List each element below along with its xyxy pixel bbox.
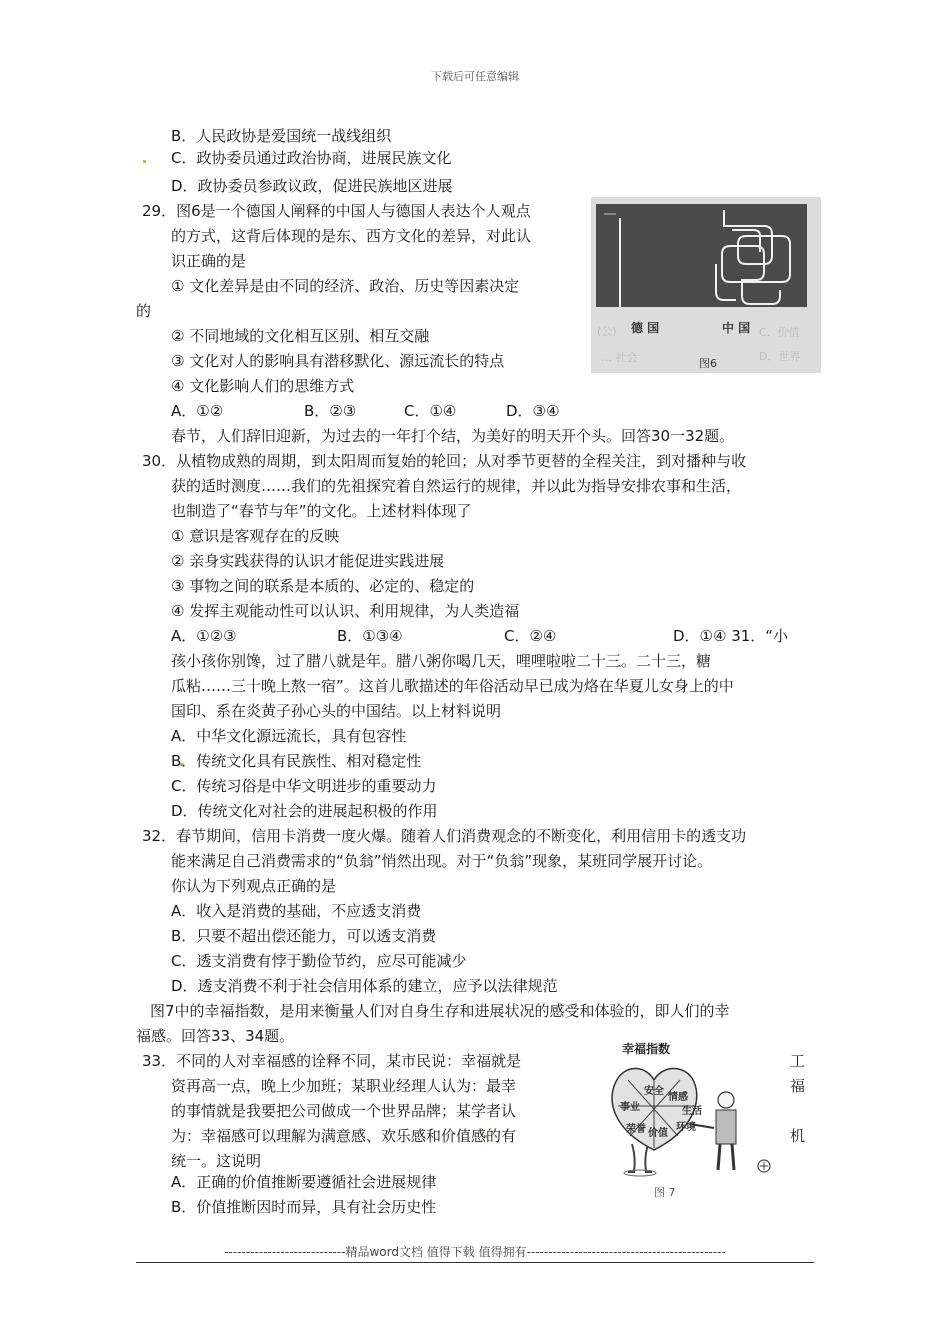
question-33-text: 33．不同的人对幸福感的诠释不同，某市民说：幸福就是 [142,1052,522,1070]
question-31-text: 瓜粘……三十晚上熬一宿”。这首儿歌描述的年俗活动早已成为烙在华夏儿女身上的中 [171,677,734,695]
question-29-text: 29．图6是一个德国人阐释的中国人与德国人表达个人观点 [142,202,531,220]
page-footer: ----------------------------精品word文档 值得下载 值得拥有---------------------------------------------- [224,1245,726,1259]
figure-6-faint-text: … 社会 [601,351,638,364]
section-intro: 图7中的幸福指数，是用来衡量人们对自身生存和进展状况的感受和体验的，即人们的幸 [150,1002,730,1020]
answer-option: C．透支消费有悖于勤俭节约，应尽可能减少 [171,952,467,970]
statement-line: ④ 发挥主观能动性可以认识、利用规律，为人类造福 [171,602,520,620]
option-line: D．政协委员参政议政，促进民族地区进展 [171,177,453,195]
footer-rule [136,1262,814,1263]
figure-7-caption: 图 7 [654,1186,676,1199]
question-33-fragment: 福 [790,1077,806,1095]
figure-6-faint-text: D．世界 [759,350,801,363]
answer-option: A．收入是消费的基础，不应透支消费 [171,902,422,920]
question-33-fragment: 机 [790,1127,806,1145]
answer-option: D．③④ [506,402,560,420]
question-30-text: 也制造了“春节与年”的文化。上述材料体现了 [171,502,472,520]
figure-6-label-china: 中 国 [722,321,751,335]
figure-7-title: 幸福指数 [622,1042,671,1056]
section-intro: 福感。回答33、34题。 [136,1027,295,1045]
question-30-text: 30．从植物成熟的周期，到太阳周而复始的轮回；从对季节更替的全程关注，到对播种与收 [142,452,747,470]
statement-line: ④ 文化影响人们的思维方式 [171,377,355,395]
question-31-text: 国印、系在炎黄子孙心头的中国结。以上材料说明 [171,702,502,720]
answer-option: A．①②③ [171,627,237,645]
answer-option: A．①② [171,402,224,420]
figure-6 [591,197,821,373]
answer-option: B．②③ [304,402,357,420]
answer-option: C．传统习俗是中华文明进步的重要动力 [171,777,437,795]
figure-7 [598,1040,782,1208]
answer-option: A．中华文化源远流长，具有包容性 [171,727,407,745]
question-33-text: 统一。这说明 [171,1152,262,1170]
question-33-text: 资再高一点，晚上少加班；某职业经理人认为：最幸 [171,1077,517,1095]
question-33-fragment: 工 [790,1052,806,1070]
figure-7-segment: 安全 [644,1086,664,1097]
figure-6-caption: 图6 [699,357,717,370]
statement-line: ① 意识是客观存在的反映 [171,527,340,545]
question-32-text: 能来满足自己消费需求的“负翁”悄然出现。对于“负翁”现象，某班同学展开讨论。 [171,852,713,870]
figure-7-segment: 事业 [620,1102,640,1113]
answer-option: D．①④ 31．“小 [673,627,789,645]
question-29-text: 识正确的是 [171,252,247,270]
statement-line: ② 亲身实践获得的认识才能促进实践进展 [171,552,445,570]
page-header: 下载后可任意编辑 [431,70,519,83]
answer-option: D．透支消费不利于社会信用体系的建立，应予以法律规范 [171,977,558,995]
section-intro: 春节，人们辞旧迎新，为过去的一年打个结，为美好的明天开个头。回答30一32题。 [171,427,735,445]
question-29-text: 的方式，这背后体现的是东、西方文化的差异，对此认 [171,227,532,245]
question-33-text: 的事情就是我要把公司做成一个世界品牌；某学者认 [171,1102,517,1120]
question-32-text: 32．春节期间，信用卡消费一度火爆。随着人们消费观念的不断变化，利用信用卡的透支功 [142,827,747,845]
figure-7-segment: 生活 [682,1106,702,1117]
figure-7-segment: 环境 [676,1122,696,1133]
question-31-text: 孩小孩你别馋，过了腊八就是年。腊八粥你喝几天，哩哩啦啦二十三。二十三，糖 [171,652,712,670]
answer-option: B．传统文化具有民族性、相对稳定性 [171,752,422,770]
answer-option: C．①④ [404,402,457,420]
figure-7-segment: 情感 [668,1092,688,1103]
figure-7-segment: 价值 [648,1128,668,1139]
figure-6-faint-text: (公) [597,325,617,338]
statement-line: ③ 事物之间的联系是本质的、必定的、稳定的 [171,577,475,595]
figure-6-label-germany: 德 国 [631,321,660,335]
answer-option: A．正确的价值推断要遵循社会进展规律 [171,1173,437,1191]
figure-6-dark-panel [596,204,807,307]
figure-6-faint-text: C．价值 [759,326,800,339]
figure-7-segment: 荣誉 [626,1124,646,1135]
question-33-text: 为：幸福感可以理解为满意感、欢乐感和价值感的有 [171,1127,517,1145]
answer-option: B．价值推断因时而异，具有社会历史性 [171,1198,437,1216]
figure-6-lines-drawing [596,204,807,307]
statement-line: ① 文化差异是由不同的经济、政治、历史等因素决定 [171,277,520,295]
answer-option: B．①③④ [337,627,403,645]
option-line: B．人民政协是爱国统一战线组织 [171,127,392,145]
statement-line: ② 不同地域的文化相互区别、相互交融 [171,327,430,345]
option-line: C．政协委员通过政治协商，进展民族文化 [171,149,452,167]
statement-line: 的 [136,302,152,320]
question-30-text: 获的适时测度……我们的先祖探究着自然运行的规律，并以此为指导安排农事和生活， [171,477,742,495]
question-32-text: 你认为下列观点正确的是 [171,877,337,895]
answer-option: D．传统文化对社会的进展起积极的作用 [171,802,438,820]
answer-option: C．②④ [504,627,557,645]
green-dot-mark [143,160,146,163]
statement-line: ③ 文化对人的影响具有潜移默化、源远流长的特点 [171,352,505,370]
answer-option: B．只要不超出偿还能力，可以透支消费 [171,927,437,945]
